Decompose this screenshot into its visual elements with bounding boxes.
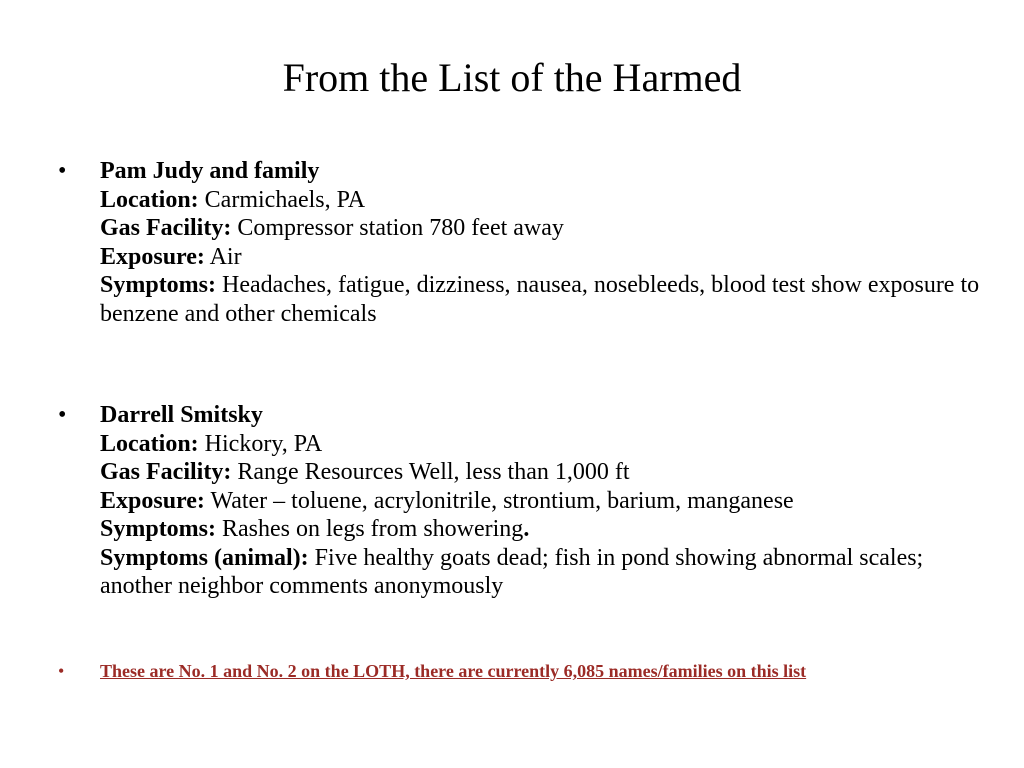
animal-symptoms-label: Symptoms (animal): [100,544,309,571]
entry-name: Pam Judy and family [100,158,320,184]
note-bullet-dot: • [58,661,65,681]
facility-label: Gas Facility: [100,215,232,241]
exposure-value: Water – toluene, acrylonitrile, strontium, barium, manganese [204,487,794,514]
symptoms-value: Rashes on legs from showering [216,516,524,542]
bullet-dot: • [58,402,67,428]
animal-symptoms-value: Five healthy goats dead; fish in pond showing abnormal scales; another neighbor comments anonymously [100,544,924,599]
exposure-value: Air [204,243,242,270]
entry-name: Darrell Smitsky [100,402,263,428]
location-value: Hickory, PA [198,430,323,457]
loth-note-link[interactable]: These are No. 1 and No. 2 on the LOTH, there are currently 6,085 names/families on this list [100,661,807,681]
symptoms-label: Symptoms: [100,516,217,542]
entry-pam-judy [58,157,980,328]
symptoms-value: Headaches, fatigue, dizziness, nausea, nosebleeds, blood test show exposure to benzene and other chemicals [100,272,980,327]
bullet-dot: • [58,158,67,184]
location-label: Location: [100,186,199,213]
exposure-label: Exposure: [100,243,205,270]
slide-title: From the List of the Harmed [282,55,742,100]
facility-label: Gas Facility: [100,459,232,485]
exposure-label: Exposure: [100,487,205,514]
symptoms-end: . [523,516,530,542]
location-label: Location: [100,430,199,457]
facility-value: Compressor station 780 feet away [231,215,564,241]
location-value: Carmichaels, PA [198,186,366,213]
facility-value: Range Resources Well, less than 1,000 ft [231,459,630,485]
entry-darrell-smitsky [58,401,980,601]
symptoms-label: Symptoms: [100,272,217,298]
